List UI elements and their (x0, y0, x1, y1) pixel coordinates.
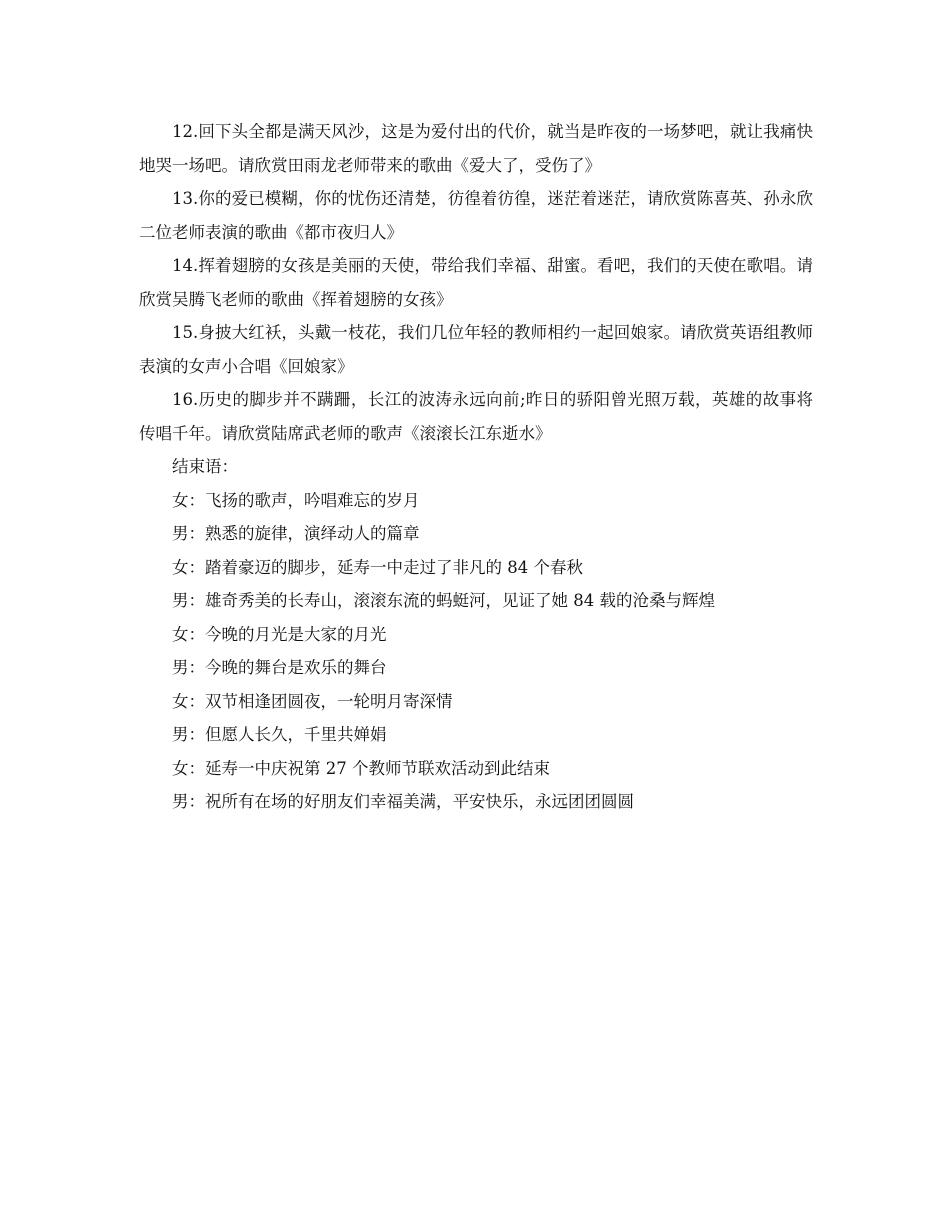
closing-line: 女：飞扬的歌声，吟唱难忘的岁月 (172, 490, 420, 510)
program-item-12: 12.回下头全都是满天风沙，这是为爱付出的代价，就当是昨夜的一场梦吧，就让我痛快地哭一场吧。请欣赏田雨龙老师带来的歌曲《爱大了，受伤了》 (139, 122, 813, 175)
closing-line: 女：双节相逢团圆夜，一轮明月寄深情 (172, 691, 453, 711)
program-item-13: 13.你的爱已模糊，你的忧伤还清楚，彷徨着彷徨，迷茫着迷茫，请欣赏陈喜英、孙永欣二位老师表演的歌曲《都市夜归人》 (139, 189, 813, 242)
closing-line: 女：今晚的月光是大家的月光 (172, 624, 387, 644)
closing-line: 男：熟悉的旋律，演绎动人的篇章 (172, 524, 420, 543)
closing-line: 女：踏着豪迈的脚步，延寿一中走过了非凡的 84 个春秋 (172, 557, 583, 577)
closing-line: 女：延寿一中庆祝第 27 个教师节联欢活动到此结束 (172, 758, 550, 778)
closing-line: 男：雄奇秀美的长寿山，滚滚东流的蚂蜓河，见证了她 84 载的沧桑与辉煌 (172, 591, 715, 610)
closing-line: 男：但愿人长久，千里共婵娟 (172, 725, 387, 744)
program-item-14: 14.挥着翅膀的女孩是美丽的天使，带给我们幸福、甜蜜。看吧，我们的天使在歌唱。请欣赏吴腾飞老师的歌曲《挥着翅膀的女孩》 (139, 256, 813, 309)
closing-line: 男：祝所有在场的好朋友们幸福美满，平安快乐，永远团团圆圆 (172, 792, 634, 811)
document-body (139, 115, 813, 819)
closing-heading: 结束语： (172, 457, 238, 476)
closing-line: 男：今晚的舞台是欢乐的舞台 (172, 658, 387, 677)
program-item-15: 15.身披大红袄，头戴一枝花，我们几位年轻的教师相约一起回娘家。请欣赏英语组教师表演的女声小合唱《回娘家》 (139, 323, 813, 376)
program-item-16: 16.历史的脚步并不蹒跚，长江的波涛永远向前;昨日的骄阳曾光照万载，英雄的故事将传唱千年。请欣赏陆席武老师的歌声《滚滚长江东逝水》 (139, 390, 813, 443)
